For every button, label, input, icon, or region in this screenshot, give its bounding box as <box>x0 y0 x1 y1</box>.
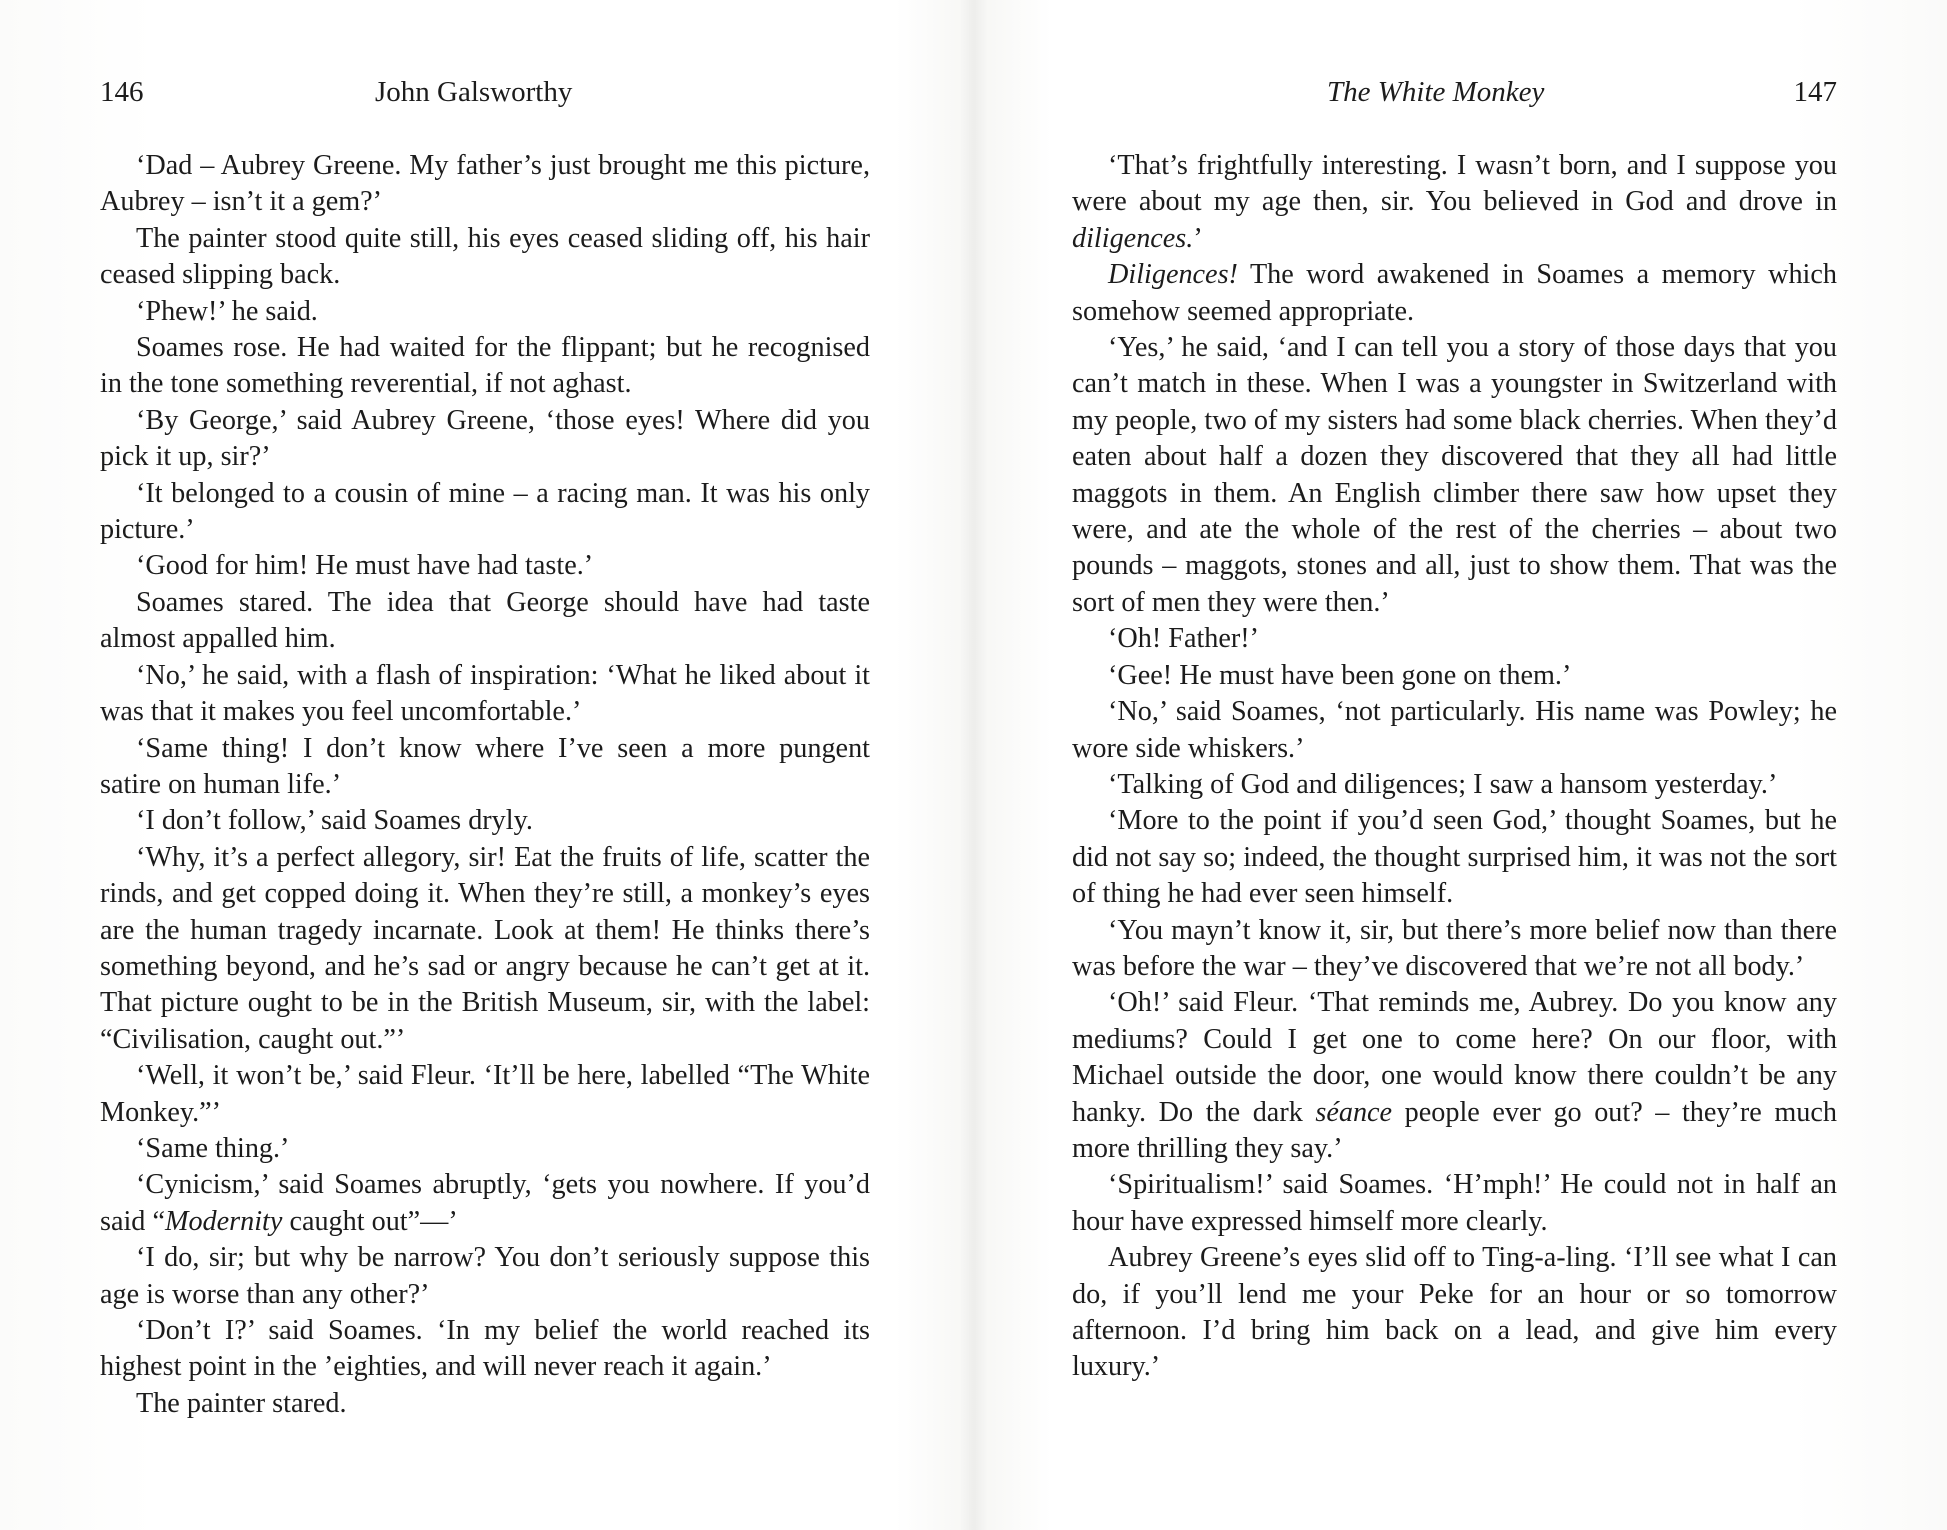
paragraph: ‘You mayn’t know it, sir, but there’s more belief now than there was before the war – they’ve discovered that we’re not all body.’ <box>1072 914 1837 982</box>
text-run: caught out”—’ <box>282 1205 458 1237</box>
right-page-body <box>1072 148 1837 1386</box>
paragraph: ‘Good for him! He must have had taste.’ <box>136 550 594 582</box>
paragraph: ‘More to the point if you’d seen God,’ thought Soames, but he did not say so; indeed, the thought surprised him, it was not the sort of thing he had ever seen himself. <box>1072 805 1837 910</box>
paragraph: ‘Why, it’s a perfect allegory, sir! Eat the fruits of life, scatter the rinds, and get copped doing it. When they’re still, a monkey’s eyes are the human tragedy incarnate. Look at them! He thinks there’s something beyond, and he’s sad or angry because he can’t get at it. That picture ought to be in the British Museum, sir, with the label: “Civilisation, caught out.”’ <box>100 841 870 1055</box>
paragraph: ‘Talking of God and diligences; I saw a hansom yesterday.’ <box>1108 768 1778 800</box>
paragraph: ‘Oh! Father!’ <box>1108 623 1260 655</box>
paragraph-diligences-question <box>1072 148 1837 257</box>
author-running-head: John Galsworthy <box>375 76 573 108</box>
paragraph: ‘Same thing.’ <box>136 1132 290 1164</box>
italic-text-run: séance <box>1315 1096 1393 1128</box>
paragraph: ‘Same thing! I don’t know where I’ve seen a more pungent satire on human life.’ <box>100 732 870 800</box>
paragraph: ‘No,’ he said, with a flash of inspiration: ‘What he liked about it was that it makes you feel uncomfortable.’ <box>100 659 870 728</box>
text-run: ‘Oh!’ said Fleur. ‘That reminds me, Aubrey. Do you know any mediums? Could I get one to come here? On our floor, with Michael outside the door, one would know there couldn’t be any hanky. Do the dark <box>1072 987 1837 1128</box>
paragraph-seance <box>1072 985 1837 1167</box>
right-running-head <box>1072 76 1837 116</box>
paragraph: ‘No,’ said Soames, ‘not particularly. His name was Powley; he wore side whiskers.’ <box>1072 696 1837 764</box>
italic-text-run: Diligences! <box>1108 259 1238 291</box>
paragraph: ‘Dad – Aubrey Greene. My father’s just brought me this picture, Aubrey – isn’t it a gem?’ <box>100 150 870 218</box>
book-title-running-head: The White Monkey <box>1327 76 1545 108</box>
paragraph: ‘It belonged to a cousin of mine – a racing man. It was his only picture.’ <box>100 477 870 546</box>
text-run: The word awakened in Soames a memory which somehow seemed appropriate. <box>1072 259 1837 327</box>
paragraph: ‘Spiritualism!’ said Soames. ‘H’mph!’ He could not in half an hour have expressed himself more clearly. <box>1072 1169 1837 1237</box>
left-page <box>100 0 870 1530</box>
right-page <box>1072 0 1837 1530</box>
page-number-right: 147 <box>1793 76 1837 108</box>
left-page-body <box>100 148 870 1422</box>
text-run: ‘That’s frightfully interesting. I wasn’t born, and I suppose you were about my age then, sir. You believed in God and drove in <box>1072 150 1837 218</box>
left-running-head <box>100 76 870 116</box>
paragraph: The painter stood quite still, his eyes ceased sliding off, his hair ceased slipping back. <box>100 222 870 291</box>
paragraph: ‘I do, sir; but why be narrow? You don’t seriously suppose this age is worse than any other?’ <box>100 1242 870 1310</box>
paragraph: The painter stared. <box>136 1387 347 1419</box>
paragraph: Soames stared. The idea that George should have had taste almost appalled him. <box>100 586 870 655</box>
paragraph: ‘Gee! He must have been gone on them.’ <box>1108 659 1572 691</box>
paragraph: ‘Yes,’ he said, ‘and I can tell you a story of those days that you can’t match in these. When I was a youngster in Switzerland with my people, two of my sisters had some black cherries. When they’d eaten about half a dozen they discovered that they all had little maggots in them. An English climber there saw how upset they were, and ate the whole of the rest of the cherries – about two pounds – maggots, stones and all, just to show them. That was the sort of men they were then.’ <box>1072 332 1837 618</box>
paragraph: ‘I don’t follow,’ said Soames dryly. <box>136 805 533 837</box>
page-number-left: 146 <box>100 76 144 108</box>
italic-text-run: Modernity <box>164 1205 283 1237</box>
paragraph: Aubrey Greene’s eyes slid off to Ting-a-ling. ‘I’ll see what I can do, if you’ll lend me your Peke for an hour or so tomorrow afternoon. I’d bring him back on a lead, and give him every luxury.’ <box>1072 1242 1837 1383</box>
paragraph: Soames rose. He had waited for the flippant; but he recognised in the tone something reverential, if not aghast. <box>100 332 870 400</box>
paragraph-diligences-memory <box>1072 257 1837 330</box>
text-run: people ever go out? – they’re much more thrilling they say.’ <box>1072 1096 1837 1164</box>
paragraph: ‘Well, it won’t be,’ said Fleur. ‘It’ll be here, labelled “The White Monkey.”’ <box>100 1060 870 1128</box>
book-gutter <box>960 0 988 1530</box>
text-run: ‘Cynicism,’ said Soames abruptly, ‘gets you nowhere. If you’d said “ <box>100 1169 870 1237</box>
paragraph-cynicism <box>100 1167 870 1240</box>
paragraph: ‘By George,’ said Aubrey Greene, ‘those eyes! Where did you pick it up, sir?’ <box>100 404 870 473</box>
italic-text-run: diligences. <box>1072 222 1194 254</box>
text-run: ’ <box>1193 222 1203 254</box>
paragraph: ‘Don’t I?’ said Soames. ‘In my belief the world reached its highest point in the ’eighties, and will never reach it again.’ <box>100 1315 870 1383</box>
paragraph: ‘Phew!’ he said. <box>136 295 318 327</box>
